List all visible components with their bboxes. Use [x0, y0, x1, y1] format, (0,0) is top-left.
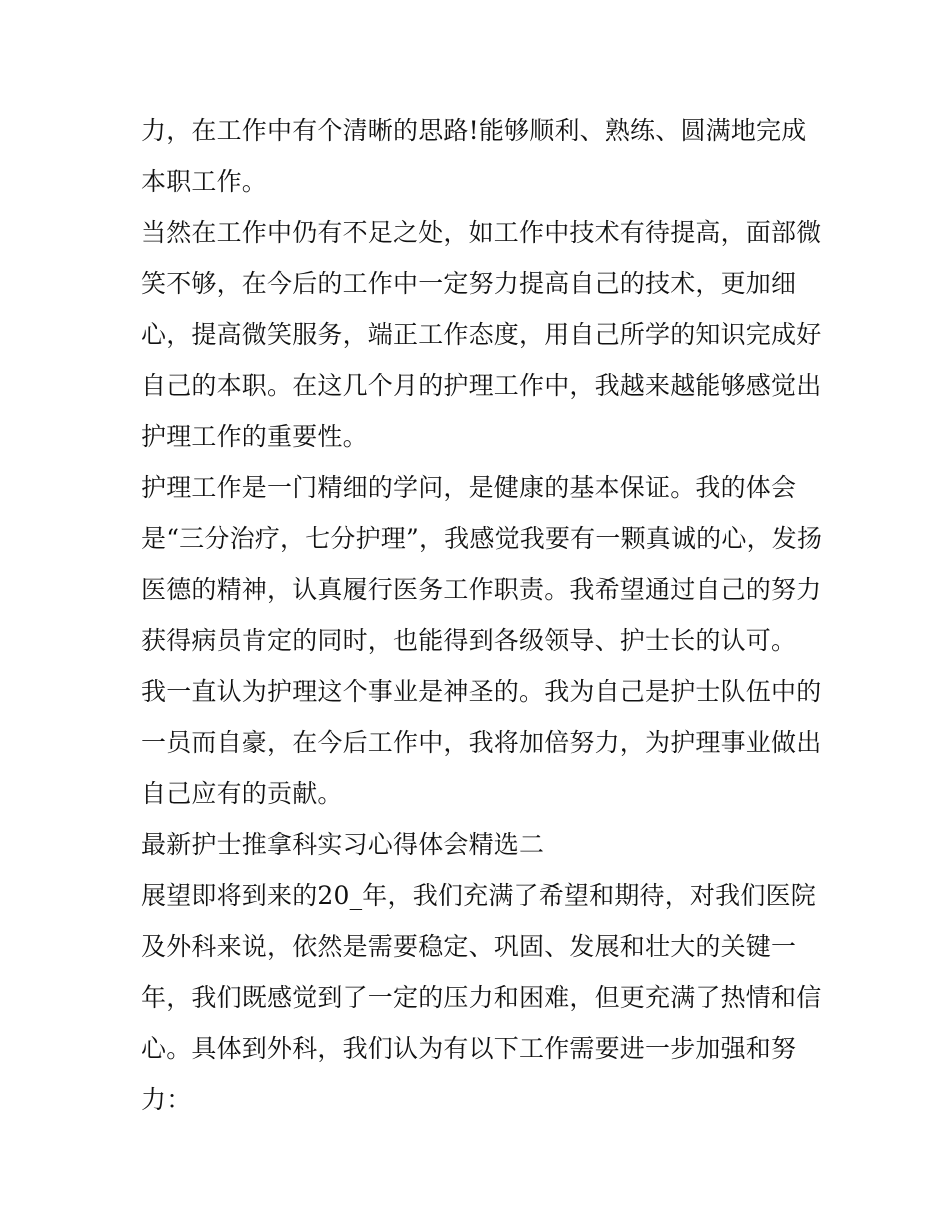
section-heading: 最新护士推拿科实习心得体会精选二: [141, 830, 545, 859]
text-line: 医德的精神，认真履行医务工作职责。我希望通过自己的努力: [141, 575, 822, 604]
text-line: 一员而自豪，在今后工作中，我将加倍努力，为护理事业做出: [141, 728, 822, 757]
text-line: 笑不够，在今后的工作中一定努力提高自己的技术，更加细: [141, 269, 797, 298]
text-line: 是“三分治疗，七分护理”，我感觉我要有一颗真诚的心，发扬: [141, 524, 823, 553]
text-line: 护理工作的重要性。: [141, 422, 368, 451]
text-line: 心。具体到外科，我们认为有以下工作需要进一步加强和努: [141, 1034, 797, 1063]
text-line: 展望即将到来的20_年，我们充满了希望和期待，对我们医院: [141, 881, 816, 910]
text-line: 自己的本职。在这几个月的护理工作中，我越来越能够感觉出: [141, 371, 822, 400]
text-line: 我一直认为护理这个事业是神圣的。我为自己是护士队伍中的: [141, 677, 822, 706]
text-line: 及外科来说，依然是需要稳定、巩固、发展和壮大的关键一: [141, 932, 797, 961]
text-line: 当然在工作中仍有不足之处，如工作中技术有待提高，面部微: [141, 218, 822, 247]
text-line: 本职工作。: [141, 167, 268, 196]
text-line: 力：: [141, 1085, 192, 1114]
text-line: 获得病员肯定的同时，也能得到各级领导、护士长的认可。: [141, 626, 797, 655]
text-line: 自己应有的贡献。: [141, 779, 343, 808]
text-line: 力，在工作中有个清晰的思路!能够顺利、熟练、圆满地完成: [141, 116, 807, 145]
text-line: 护理工作是一门精细的学问，是健康的基本保证。我的体会: [141, 473, 797, 502]
document-body: [141, 105, 821, 1125]
text-line: 年，我们既感觉到了一定的压力和困难，但更充满了热情和信: [141, 983, 822, 1012]
text-line: 心，提高微笑服务，端正工作态度，用自己所学的知识完成好: [141, 320, 822, 349]
